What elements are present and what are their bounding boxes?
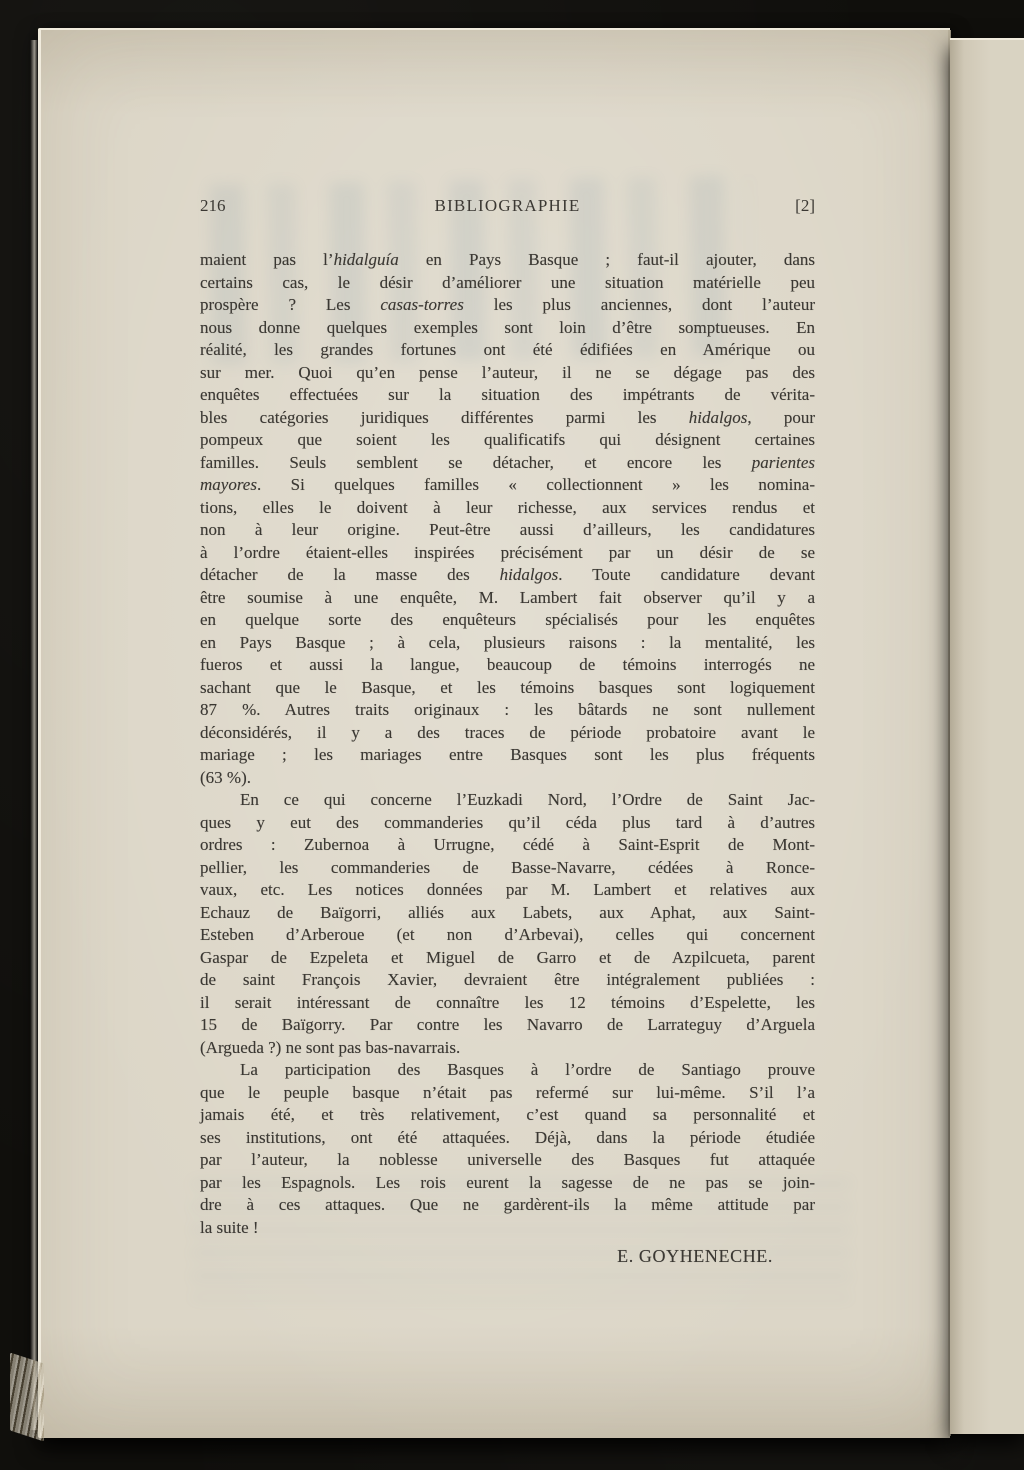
text-line: mayores. Si quelques familles « collectionnent » les nomina- [200, 475, 815, 494]
text-line: sur mer. Quoi qu’en pense l’auteur, il ne se dégage pas des [200, 362, 815, 382]
text-block [200, 249, 815, 1239]
text-line: 15 de Baïgorry. Par contre les Navarro de Larrateguy d’Arguela [200, 1015, 815, 1034]
text-line: non à leur origine. Peut-être aussi d’ailleurs, les candidatures [200, 520, 815, 539]
paragraph [200, 249, 815, 789]
text-line: la suite ! [200, 1217, 259, 1237]
text-line: vaux, etc. Les notices données par M. Lambert et relatives aux [200, 880, 815, 899]
text-line: La participation des Basques à l’ordre de Santiago prouve [240, 1060, 815, 1079]
running-title: BIBLIOGRAPHIE [434, 196, 581, 215]
text-line: ses institutions, ont été attaquées. Déjà, dans la période étudiée [200, 1127, 815, 1147]
paragraph [200, 789, 815, 1059]
text-line: être soumise à une enquête, M. Lambert fait observer qu’il y a [200, 587, 815, 607]
text-line: enquêtes effectuées sur la situation des impétrants de vérita- [200, 385, 815, 404]
text-line: 87 %. Autres traits originaux : les bâtards ne sont nullement [200, 700, 815, 719]
text-line: familles. Seuls semblent se détacher, et encore les parientes [200, 452, 815, 472]
text-line: réalité, les grandes fortunes ont été édifiées en Amérique ou [200, 340, 815, 359]
text-line: certains cas, le désir d’améliorer une situation matérielle peu [200, 272, 815, 292]
page-fore-edge [30, 40, 38, 1430]
text-line: sachant que le Basque, et les témoins basques sont logiquement [200, 677, 815, 697]
text-line: prospère ? Les casas-torres les plus anciennes, dont l’auteur [200, 295, 816, 314]
text-line: en quelque sorte des enquêteurs spécialisés pour les enquêtes [200, 610, 815, 629]
text-line: tions, elles le doivent à leur richesse, aux services rendus et [200, 497, 815, 517]
text-line: (Argueda ?) ne sont pas bas-navarrais. [200, 1037, 461, 1057]
text-line: Esteben d’Arberoue (et non d’Arbevai), celles qui concernent [200, 925, 815, 944]
column-marker: [2] [795, 196, 815, 215]
text-line: mariage ; les mariages entre Basques sont les plus fréquents [200, 745, 815, 764]
text-line: en Pays Basque ; à cela, plusieurs raisons : la mentalité, les [200, 632, 815, 652]
page-number: 216 [200, 196, 226, 215]
text-line: bles catégories juridiques différentes parmi les hidalgos, pour [200, 407, 815, 427]
text-line: pellier, les commanderies de Basse-Navarre, cédées à Ronce- [200, 857, 815, 877]
text-line: En ce qui concerne l’Euzkadi Nord, l’Ordre de Saint Jac- [240, 790, 815, 809]
text-line: ques y eut des commanderies qu’il céda plus tard à d’autres [200, 812, 815, 832]
text-line: par les Espagnols. Les rois eurent la sagesse de ne pas se join- [200, 1172, 815, 1192]
signature: E. GOYHENECHE. [617, 1246, 773, 1266]
text-line: de saint François Xavier, devraient être intégralement publiées : [200, 970, 815, 989]
book-page [38, 28, 950, 1438]
text-line: dre à ces attaques. Que ne gardèrent-ils la même attitude par [200, 1195, 815, 1214]
text-line: (63 %). [200, 767, 251, 787]
text-line: jamais été, et très relativement, c’est quand sa personnalité et [200, 1105, 815, 1124]
text-line: pompeux que soient les qualificatifs qui désignent certaines [200, 430, 815, 449]
paragraph [200, 1059, 815, 1239]
text-line: Echauz de Baïgorri, alliés aux Labets, aux Aphat, aux Saint- [200, 902, 815, 922]
text-line: fueros et aussi la langue, beaucoup de témoins interrogés ne [200, 655, 815, 674]
text-line: Gaspar de Ezpeleta et Miguel de Garro et de Azpilcueta, parent [200, 947, 815, 967]
text-line: détacher de la masse des hidalgos. Toute candidature devant [200, 565, 815, 584]
text-line: par l’auteur, la noblesse universelle des Basques fut attaquée [200, 1150, 815, 1169]
page-header [200, 196, 815, 220]
page-stack-edges [10, 1352, 44, 1441]
text-line: déconsidérés, il y a des traces de période probatoire avant le [200, 722, 815, 742]
next-page-edge [950, 38, 1024, 1434]
text-line: ordres : Zubernoa à Urrugne, cédé à Saint-Esprit de Mont- [200, 835, 815, 854]
text-line: maient pas l’hidalguía en Pays Basque ; faut-il ajouter, dans [200, 250, 815, 269]
text-line: il serait intéressant de connaître les 12 témoins d’Espelette, les [200, 992, 815, 1012]
text-line: que le peuple basque n’était pas refermé sur lui-même. S’il l’a [200, 1082, 815, 1102]
text-line: à l’ordre étaient-elles inspirées précisément par un désir de se [200, 542, 815, 562]
text-line: nous donne quelques exemples sont loin d’être somptueuses. En [200, 317, 815, 337]
